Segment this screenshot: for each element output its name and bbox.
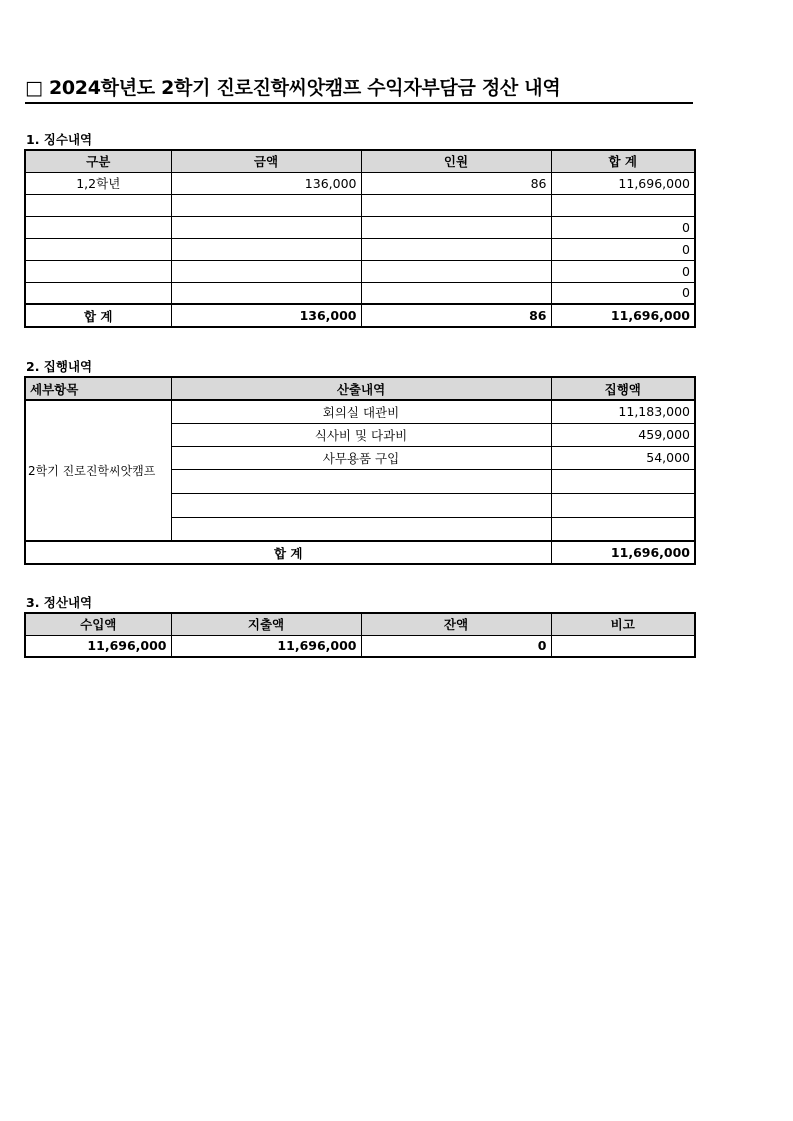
- cell: [171, 493, 551, 517]
- cell: [171, 517, 551, 541]
- expense-value: 11,696,000: [171, 635, 361, 657]
- collection-table: [24, 149, 696, 328]
- cell: 54,000: [551, 446, 695, 469]
- table-row: [25, 238, 695, 260]
- cell: 회의실 대관비: [171, 400, 551, 423]
- cell: 86: [361, 172, 551, 194]
- cell: 136,000: [171, 172, 361, 194]
- collection-header-row: [25, 150, 695, 172]
- execution-header-row: [25, 377, 695, 400]
- cell: [361, 238, 551, 260]
- header-income: 수입액: [25, 613, 171, 635]
- section-title-execution: 2. 집행내역: [26, 359, 93, 374]
- income-value: 11,696,000: [25, 635, 171, 657]
- header-balance: 잔액: [361, 613, 551, 635]
- cell: 1,2학년: [25, 172, 171, 194]
- settlement-header-row: [25, 613, 695, 635]
- header-category: 구분: [25, 150, 171, 172]
- note-value: [551, 635, 695, 657]
- cell: [171, 469, 551, 493]
- cell: [25, 282, 171, 304]
- cell: 0: [551, 260, 695, 282]
- header-amount: 금액: [171, 150, 361, 172]
- total-row: [25, 304, 695, 327]
- cell: [361, 260, 551, 282]
- total-label: 합 계: [25, 541, 551, 564]
- table-row: [25, 400, 695, 423]
- page-title: □ 2024학년도 2학기 진로진학씨앗캠프 수익자부담금 정산 내역: [25, 74, 693, 104]
- cell: [361, 282, 551, 304]
- cell: [361, 194, 551, 216]
- total-sum: 11,696,000: [551, 304, 695, 327]
- cell: [25, 216, 171, 238]
- cell: [361, 216, 551, 238]
- total-count: 86: [361, 304, 551, 327]
- header-item: 세부항목: [25, 377, 171, 400]
- header-note: 비고: [551, 613, 695, 635]
- category-cell: 2학기 진로진학씨앗캠프: [25, 400, 171, 541]
- section-title-settlement: 3. 정산내역: [26, 595, 93, 610]
- cell: [171, 238, 361, 260]
- header-spent: 집행액: [551, 377, 695, 400]
- settlement-table: [24, 612, 696, 658]
- header-sum: 합 계: [551, 150, 695, 172]
- total-amount: 136,000: [171, 304, 361, 327]
- balance-value: 0: [361, 635, 551, 657]
- header-count: 인원: [361, 150, 551, 172]
- cell: [551, 469, 695, 493]
- cell: [25, 238, 171, 260]
- table-row: [25, 216, 695, 238]
- cell: 11,696,000: [551, 172, 695, 194]
- total-value: 11,696,000: [551, 541, 695, 564]
- cell: 식사비 및 다과비: [171, 423, 551, 446]
- header-detail: 산출내역: [171, 377, 551, 400]
- cell: 0: [551, 238, 695, 260]
- cell: 459,000: [551, 423, 695, 446]
- table-row: [25, 172, 695, 194]
- table-row: [25, 282, 695, 304]
- cell: [551, 517, 695, 541]
- table-row: [25, 635, 695, 657]
- cell: [25, 194, 171, 216]
- execution-table: [24, 376, 696, 565]
- table-row: [25, 194, 695, 216]
- total-row: [25, 541, 695, 564]
- cell: 0: [551, 216, 695, 238]
- cell: [171, 216, 361, 238]
- cell: [171, 260, 361, 282]
- cell: [171, 282, 361, 304]
- total-label: 합 계: [25, 304, 171, 327]
- cell: [171, 194, 361, 216]
- cell: 사무용품 구입: [171, 446, 551, 469]
- section-title-collection: 1. 징수내역: [26, 132, 93, 147]
- cell: [25, 260, 171, 282]
- table-row: [25, 260, 695, 282]
- cell: [551, 194, 695, 216]
- cell: 11,183,000: [551, 400, 695, 423]
- header-expense: 지출액: [171, 613, 361, 635]
- cell: [551, 493, 695, 517]
- cell: 0: [551, 282, 695, 304]
